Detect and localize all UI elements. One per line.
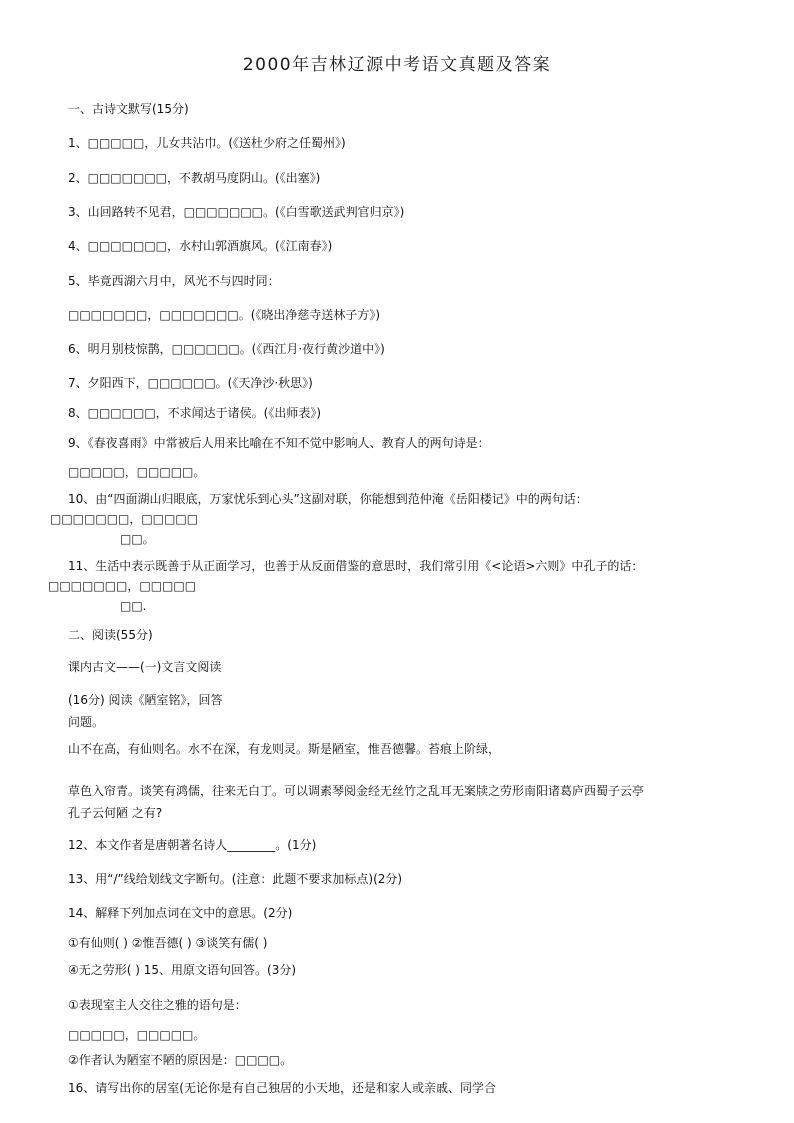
question-9: 9、《春夜喜雨》中常被后人用来比喻在不知不觉中影响人、教育人的两句诗是： (68, 436, 490, 450)
question-9-answer-line: □□□□□，□□□□□。 (68, 465, 206, 479)
question-6: 6、明月别枝惊鹊，□□□□□□。(《西江月·夜行黄沙道中》) (68, 342, 385, 356)
question-13: 13、用“/”线给划线文字断句。(注意：此题不要求加标点)(2分) (68, 872, 403, 886)
passage-line-3: 孔子云何陋 之有? (68, 806, 163, 820)
question-14-item-4-and-q15: ④无之劳形( ) 15、用原文语句回答。(3分) (68, 963, 297, 977)
question-1: 1、□□□□□，儿女共沾巾。(《送杜少府之任蜀州》) (68, 136, 346, 150)
question-14: 14、解释下列加点词在文中的意思。(2分) (68, 906, 293, 920)
question-10-answer-line: □□□□□□□，□□□□□ (50, 512, 199, 526)
question-15-answer-line: □□□□□，□□□□□。 (68, 1028, 206, 1042)
passage-line-1: 山不在高，有仙则名。水不在深，有龙则灵。斯是陋室，惟吾德馨。苔痕上阶绿， (68, 742, 501, 756)
question-11-answer-tail: □□. (120, 599, 147, 613)
question-2: 2、□□□□□□□，不教胡马度阴山。(《出塞》) (68, 171, 321, 185)
page-title: 2000年吉林辽源中考语文真题及答案 (242, 55, 552, 75)
question-11: 11、生活中表示既善于从正面学习，也善于从反面借鉴的意思时，我们常引用《<论语>六则》中孔子的话： (68, 559, 644, 573)
question-3: 3、山回路转不见君，□□□□□□□。(《白雪歌送武判官归京》) (68, 205, 405, 219)
question-14-items: ①有仙则( ) ②惟吾德( ) ③谈笑有儒( ) (68, 936, 268, 950)
question-10-answer-tail: □□。 (120, 532, 155, 546)
question-8: 8、□□□□□□，不求闻达于诸侯。(《出师表》) (68, 406, 322, 420)
question-4: 4、□□□□□□□，水村山郭酒旗风。(《江南春》) (68, 239, 333, 253)
reading-subheading: 课内古文——(一)文言文阅读 (68, 660, 222, 674)
reading-instruction-cont: 问题。 (68, 715, 105, 729)
question-12: 12、本文作者是唐朝著名诗人________。(1分) (68, 838, 317, 852)
passage-line-2: 草色入帘青。谈笑有鸿儒，往来无白丁。可以调素琴阅金经无丝竹之乱耳无案牍之劳形南阳诸葛庐西蜀子云亭 (68, 784, 645, 798)
section-heading-poetry: 一、古诗文默写(15分) (68, 102, 189, 116)
question-16: 16、请写出你的居室(无论你是有自己独居的小天地，还是和家人或亲戚、同学合 (68, 1081, 496, 1095)
question-11-answer-line: □□□□□□□，□□□□□ (48, 579, 197, 593)
reading-instruction: (16分) 阅读《陋室铭》，回答 (68, 693, 223, 707)
question-7: 7、夕阳西下，□□□□□□。(《天净沙·秋思》) (68, 376, 313, 390)
section-heading-reading: 二、阅读(55分) (68, 628, 153, 642)
question-15-part-2: ②作者认为陋室不陋的原因是：□□□□。 (68, 1053, 293, 1067)
question-5: 5、毕竟西湖六月中，风光不与四时同： (68, 274, 280, 288)
question-15-part-1: ①表现室主人交往之雅的语句是： (68, 998, 247, 1012)
question-5-answer-line: □□□□□□□，□□□□□□□。(《晓出净慈寺送林子方》) (68, 308, 381, 322)
question-10: 10、由“四面湖山归眼底，万家忧乐到心头”这副对联，你能想到范仲淹《岳阳楼记》中的两句话： (68, 492, 588, 506)
